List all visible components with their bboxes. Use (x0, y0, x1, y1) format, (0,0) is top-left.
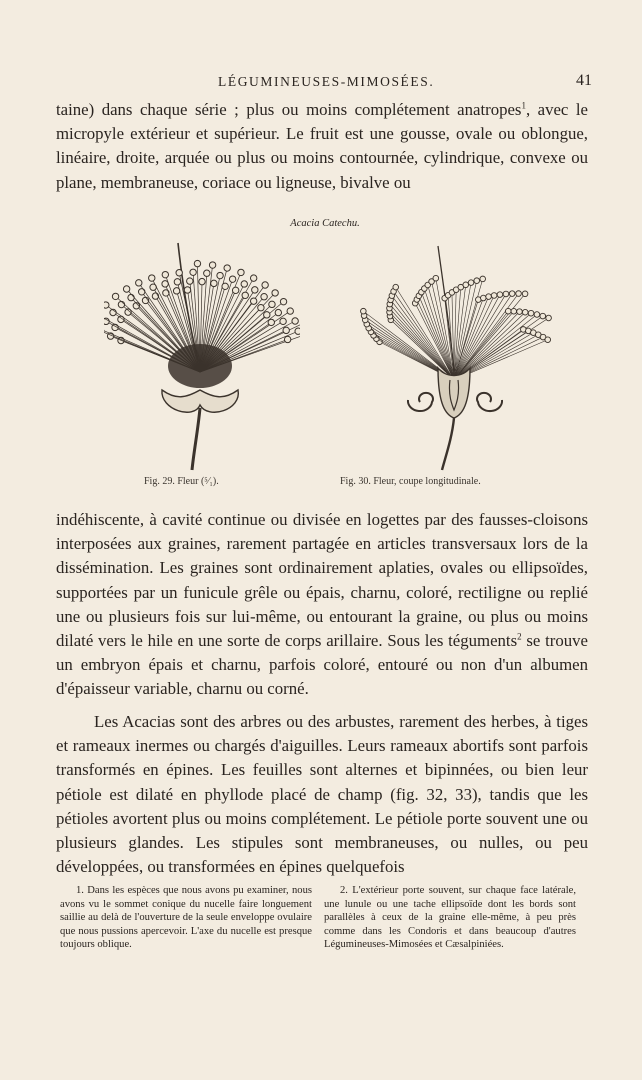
stamen-anther (194, 260, 200, 266)
stamen-anther (149, 275, 155, 281)
stamen-anther (433, 275, 439, 281)
stamen-anther (250, 298, 256, 304)
stamen-anther (522, 309, 528, 315)
stamen-anther (528, 310, 534, 316)
stamen-anther (123, 286, 129, 292)
stamen-anther (190, 269, 196, 275)
paragraph-2-text-b: se trouve un embryon épais et charnu, parfois coloré, entouré ou non d'un albumen d'épaisseur variable, charnu ou corné. (56, 631, 588, 699)
stamen-filament (454, 295, 500, 380)
stamen-anther (295, 328, 300, 334)
stamen-anther (261, 294, 267, 300)
stamen-anther (463, 282, 469, 288)
paragraph-1-text-a: taine) dans chaque série ; plus ou moins complétement anatropes (56, 100, 522, 119)
stamen-filament (454, 294, 525, 380)
figure-30-caption: Fig. 30. Fleur, coupe longitudinale. (340, 476, 481, 487)
running-header (48, 72, 592, 94)
stamen-anther (534, 312, 540, 318)
stamen-anther (280, 318, 286, 324)
stamen-anther (104, 318, 109, 324)
stamen-anther (511, 308, 517, 314)
stamen-anther (272, 290, 278, 296)
stamen-anther (241, 281, 247, 287)
stamen-anther (199, 278, 205, 284)
stamen-anther (393, 284, 399, 290)
footnote-2: 2. L'extérieur porte souvent, sur chaque face latérale, une lunule ou une tache ellipsoïde dont les bords sont parallèles à ceux de la graine elle-même, à peu près comme dans les Condoris et dans beaucoup d'autres Légumineuses-Mimosées et Cæsalpiniées. (324, 885, 576, 951)
flower-engraving (104, 240, 300, 472)
stamen-anther (516, 291, 522, 297)
stamen-anther (283, 327, 289, 333)
stamen-anther (104, 302, 109, 308)
stamen-anther (275, 309, 281, 315)
stamen-anther (209, 262, 215, 268)
stamen-anther (118, 301, 124, 307)
stamen-anther (546, 315, 552, 321)
figure-30-flower-section (358, 240, 552, 472)
stamen-anther (284, 336, 290, 342)
stamen-anther (252, 287, 258, 293)
stamen-anther (128, 294, 134, 300)
stamen-anther (184, 287, 190, 293)
stamen-anther (242, 292, 248, 298)
stamen-anther (292, 318, 298, 324)
stamen-anther (222, 283, 228, 289)
footnote-1: 1. Dans les espèces que nous avons pu examiner, nous avons vu le sommet conique du nucelle faire longuement saillie au delà de l'ouverture de la seule enveloppe ovulaire que nous pussions apercevoir. L'axe du nucelle est presque toujours oblique. (60, 885, 312, 951)
footnote-marker-2[interactable]: 2 (517, 631, 522, 642)
stamen-anther (468, 280, 474, 286)
plate-title: Acacia Catechu. (290, 218, 360, 229)
stamen-anther (517, 309, 523, 315)
stamen-anther (262, 282, 268, 288)
stamen-anther (162, 281, 168, 287)
flower-section-engraving (358, 240, 552, 472)
stamen-anther (138, 289, 144, 295)
paragraph-2-text-a: indéhiscente, à cavité continue ou divisée en logettes par des fausses-cloisons interposées aux graines, rarement partagée en articles transversaux lors de la dissémination. Les graines sont ordinairement aplaties, ovales ou ellipsoïdes, supportées par un funicule grêle ou épais, charnu, coloré, rectiligne ou replié une ou plusieurs fois sur lui-même, ou entourant la graine, ou plus ou moins dilaté vers le hile en une sorte de corps arillaire. Sous les téguments (56, 510, 588, 651)
stamen-anther (268, 319, 274, 325)
stamen-filament (454, 312, 525, 380)
stamen-anther (503, 291, 509, 297)
page-number: 41 (576, 72, 592, 89)
paragraph-2 (56, 508, 588, 702)
stamen-anther (497, 292, 503, 298)
stamen-filament (390, 304, 454, 380)
figure-29-caption: Fig. 29. Fleur (⁵⁄₁). (144, 476, 219, 487)
stamen-anther (505, 308, 511, 314)
stamen-anther (224, 265, 230, 271)
stamen-anther (250, 275, 256, 281)
calyx-curl-left (408, 393, 433, 411)
stamen-anther (136, 280, 142, 286)
paragraph-3: Les Acacias sont des arbres ou des arbustes, rarement des herbes, à tiges et rameaux inermes ou chargés d'aiguilles. Leurs rameaux abortifs sont parfois transformés en épines. Les feuilles sont alternes et bipinnées, ou bien leur pétiole est dilaté en phyllode placé de champ (fig. 32, 33), tandis que les pétioles avortent plus ou moins complétement. Le pétiole porte souvent une ou plusieurs glandes. Les stipules sont membraneuses, ou nulles, ou peu développées, ou transformées en épines quelquefois (56, 712, 588, 877)
stamen-anther (280, 298, 286, 304)
paragraph-1-text-b: , avec le micropyle extérieur et supérieur. Le fruit est une gousse, ovale ou oblongue, linéaire, droite, arquée ou plus ou moins contournée, cylindrique, convexe ou plane, membraneuse, coriace ou ligneuse, bivalve ou (56, 100, 588, 192)
stamen-anther (204, 270, 210, 276)
calyx-curl-right (477, 393, 502, 411)
stamen-anther (211, 280, 217, 286)
stamen-anther (480, 276, 486, 282)
stamen-anther (162, 271, 168, 277)
figure-29-flower (104, 240, 300, 472)
stamen-anther (509, 291, 515, 297)
stamen-anther (112, 293, 118, 299)
stamen-anther (217, 272, 223, 278)
stamen-anther (187, 278, 193, 284)
stamen-anther (269, 301, 275, 307)
stamen-filament (454, 295, 494, 380)
stamen-anther (176, 270, 182, 276)
paragraph-1 (56, 98, 588, 195)
stamen-filament (394, 291, 454, 380)
stamen-anther (545, 337, 551, 343)
stamen-anther (287, 308, 293, 314)
stamen-anther (486, 294, 492, 300)
stamen-anther (474, 278, 480, 284)
running-title: LÉGUMINEUSES-MIMOSÉES. (218, 74, 435, 89)
stamen-anther (264, 312, 270, 318)
pedicel (192, 408, 200, 470)
stamen-anther (229, 276, 235, 282)
stamen-anther (258, 304, 264, 310)
stamen-anther (522, 291, 528, 297)
stamen-mass (168, 344, 232, 388)
pedicel (442, 418, 454, 470)
stamen-anther (361, 308, 367, 314)
stamen-anther (174, 279, 180, 285)
stamen-anther (540, 313, 546, 319)
stamen-filament (454, 311, 514, 380)
stamen-anther (480, 295, 486, 301)
stamen-anther (491, 293, 497, 299)
stamen-anther (238, 269, 244, 275)
stamen-anther (232, 287, 238, 293)
footnote-marker-1[interactable]: 1 (521, 100, 526, 111)
